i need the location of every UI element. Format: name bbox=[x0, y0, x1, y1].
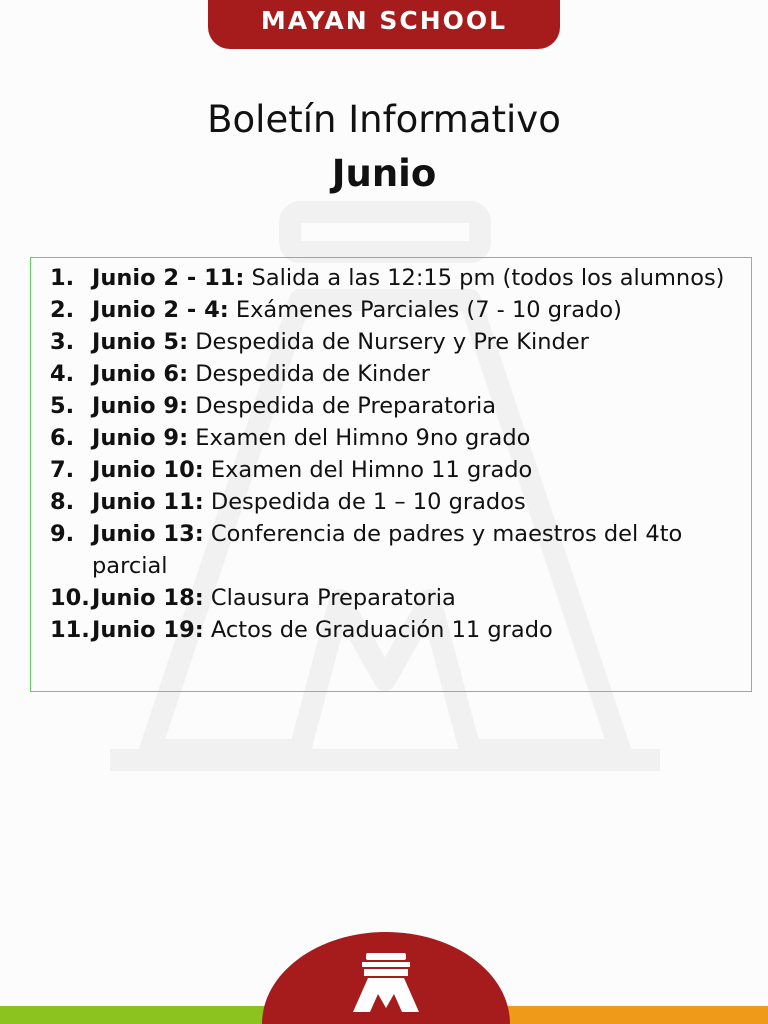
event-text: Examen del Himno 11 grado bbox=[203, 457, 533, 483]
bulletin-title: Boletín Informativo bbox=[207, 98, 561, 141]
event-number: 10. bbox=[50, 585, 90, 611]
event-date: Junio 10: bbox=[92, 457, 204, 483]
event-date: Junio 9: bbox=[92, 425, 189, 451]
event-text: Exámenes Parciales (7 - 10 grado) bbox=[228, 297, 622, 323]
bulletin-month: Junio bbox=[331, 152, 437, 195]
event-text: Clausura Preparatoria bbox=[203, 585, 456, 611]
event-number: 9. bbox=[50, 521, 75, 547]
event-date: Junio 2 - 4: bbox=[92, 297, 229, 323]
event-text: Despedida de Nursery y Pre Kinder bbox=[188, 329, 589, 355]
event-number: 11. bbox=[50, 617, 90, 643]
event-number: 4. bbox=[50, 361, 75, 387]
event-text: Conferencia de padres y maestros del 4to parcial bbox=[92, 521, 683, 579]
event-date: Junio 18: bbox=[92, 585, 204, 611]
event-number: 8. bbox=[50, 489, 75, 515]
event-number: 5. bbox=[50, 393, 75, 419]
brand-name: MAYAN SCHOOL bbox=[260, 6, 508, 35]
event-number: 6. bbox=[50, 425, 75, 451]
event-text: Despedida de Preparatoria bbox=[188, 393, 497, 419]
event-date: Junio 9: bbox=[92, 393, 189, 419]
event-text: Despedida de 1 – 10 grados bbox=[203, 489, 526, 515]
event-date: Junio 5: bbox=[92, 329, 189, 355]
event-number: 3. bbox=[50, 329, 75, 355]
event-date: Junio 19: bbox=[92, 617, 204, 643]
event-text: Salida a las 12:15 pm (todos los alumnos) bbox=[244, 265, 725, 291]
event-date: Junio 11: bbox=[92, 489, 204, 515]
event-text: Examen del Himno 9no grado bbox=[188, 425, 531, 451]
event-date: Junio 2 - 11: bbox=[92, 265, 245, 291]
event-text: Actos de Graduación 11 grado bbox=[203, 617, 553, 643]
event-number: 1. bbox=[50, 265, 75, 291]
event-date: Junio 13: bbox=[92, 521, 204, 547]
event-text: Despedida de Kinder bbox=[188, 361, 430, 387]
event-number: 7. bbox=[50, 457, 75, 483]
event-date: Junio 6: bbox=[92, 361, 189, 387]
event-number: 2. bbox=[50, 297, 75, 323]
